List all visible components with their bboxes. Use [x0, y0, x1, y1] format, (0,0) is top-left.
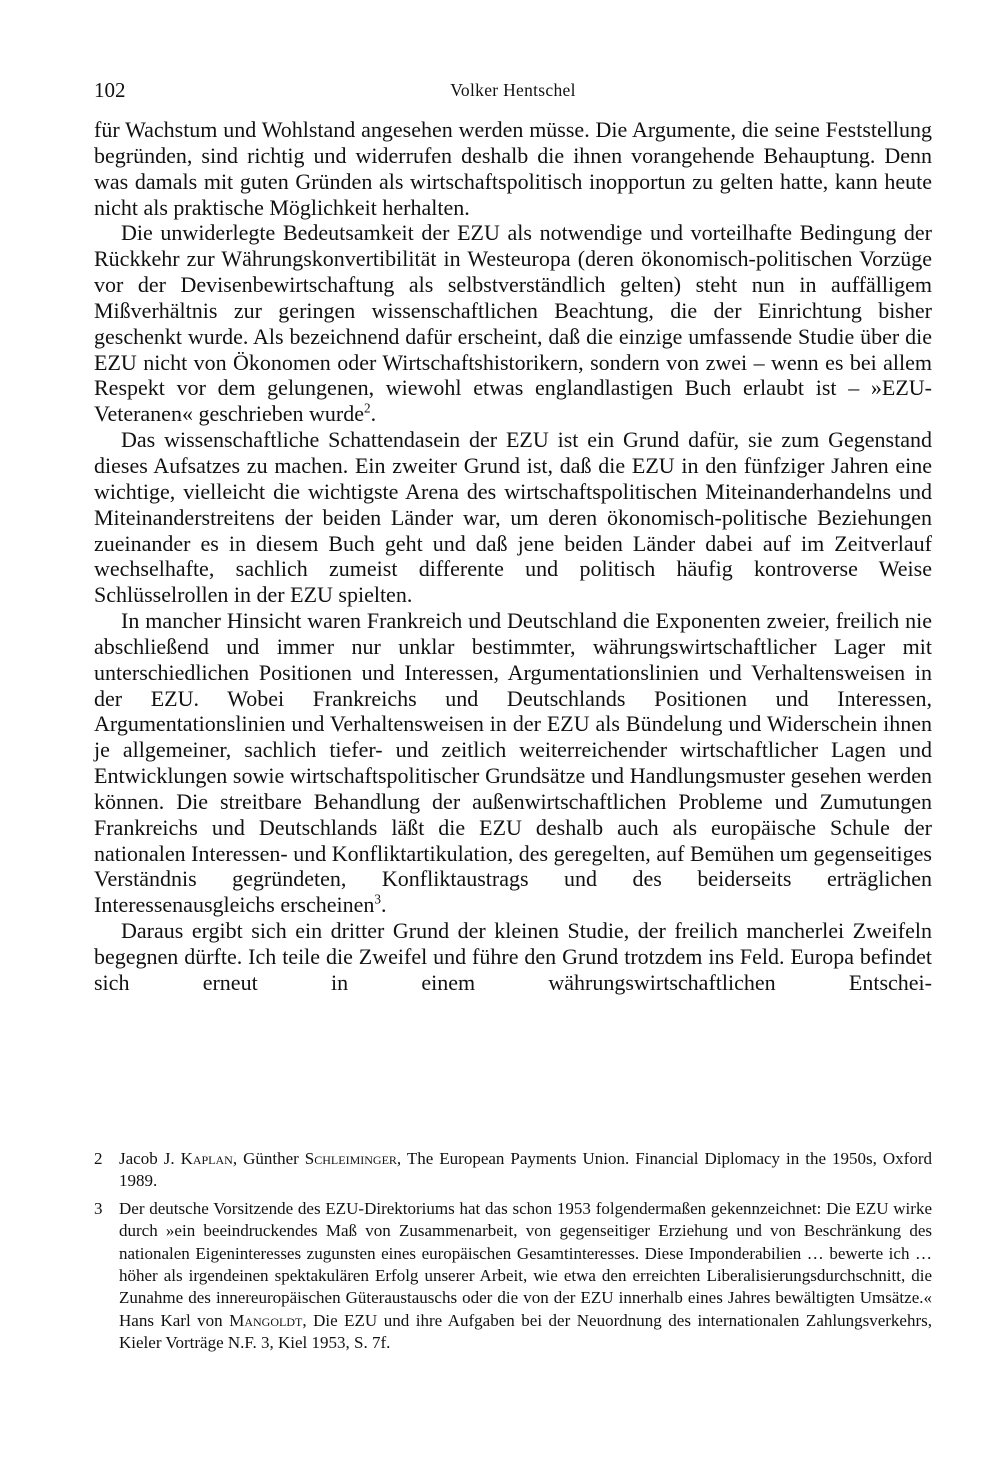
footnote-number: 2 [94, 1149, 103, 1168]
paragraph [94, 117, 932, 220]
footnote [94, 1198, 932, 1355]
page-number: 102 [94, 78, 126, 102]
paragraph [94, 918, 932, 996]
body-text [94, 117, 932, 996]
running-head-author: Volker Hentschel [450, 80, 576, 100]
footnote-text: Der deutsche Vorsitzende des EZU-Direktoriums hat das schon 1953 folgendermaßen gekennzeichnet: Die EZU wirke durch »ein beeindruckendes Maß von Zusammenarbeit, von gegenseitiger Erziehung und von Beschränkung des nationalen Eigeninteresses zugunsten eines europäischen Gesamtinteresses. Diese Imponderabilien … bewerte ich … höher als irgendeinen spektakulären Erfolg unserer Arbeit, wie etwa den erreichten Liberalisierungsdurchschnitt, die Zunahme des innereuropäischen Güteraustauschs oder die von der EZU innerhalb eines Jahres bewältigten Umsätze.« Hans Karl von [119, 1198, 932, 1330]
paragraph [94, 608, 932, 918]
footnote-text: , The European Payments Union. Financial Diplomacy in the 1950s, Oxford 1989. [119, 1149, 932, 1191]
footnote-text: , Die EZU und ihre Aufgaben bei der Neuordnung des internationalen Zahlungsverkehrs, Kieler Vorträge N.F. 3, Kiel 1953, S. 7f. [119, 1310, 932, 1353]
footnotes [94, 1148, 932, 1360]
paragraph-text: In mancher Hinsicht waren Frankreich und Deutschland die Exponenten zweier, freilich nie abschließend und immer nur unklar bestimmter, währungswirtschaftlicher Lager mit unterschiedlichen Positionen und Interessen, Argumentationslinien und Verhaltensweisen in der EZU. Wobei Frankreichs und Deutschlands Positionen und Interessen, Argumentationslinien und Verhaltensweisen in der EZU als Bündelung und Widerschein ihnen je allgemeiner, sachlich tiefer- und zeitlich weiterreichender wirtschaftlicher Lagen und Entwicklungen sowie wirtschaftspolitischer Grundsätze und Handlungsmuster gesehen werden können. Die streitbare Behandlung der außenwirtschaftlichen Probleme und Zumutungen Frankreichs und Deutschlands läßt die EZU deshalb auch als europäische Schule der nationalen Interessen- und Konfliktartikulation, des geregelten, auf Bemühen um gegenseitiges Verständnis gegründeten, Konfliktaustrags und des beiderseits erträglichen Interessenausgleichs erscheinen [94, 608, 932, 918]
author-surname: Schleiminger [304, 1149, 397, 1168]
footnote-number: 3 [94, 1198, 103, 1218]
paragraph-text: Das wissenschaftliche Schattendasein der EZU ist ein Grund dafür, sie zum Gegenstand dieses Aufsatzes zu machen. Ein zweiter Grund ist, daß die EZU in den fünfziger Jahren eine wichtige, vielleicht die wichtigste Arena des wirtschaftspolitischen Miteinanderhandelns und Miteinanderstreitens der beiden Länder war, um deren ökonomisch-politische Beziehungen zueinander es in diesem Buch geht und daß jene beiden Länder dabei auf im Zeitverlauf wechselhafte, sachlich zumeist differente und politisch häufig kontroverse Weise Schlüsselrollen in der EZU spielten. [94, 427, 932, 608]
footnote-text: , Günther [232, 1149, 305, 1168]
paragraph-text: Daraus ergibt sich ein dritter Grund der kleinen Studie, der freilich mancherlei Zweifeln begegnen dürfte. Ich teile die Zweifel und führe den Grund trotzdem ins Feld. Europa befindet sich erneut in einem währungswirtschaftlichen Entschei- [94, 918, 932, 995]
footnote-ref[interactable]: 2 [363, 400, 371, 416]
paragraph [94, 427, 932, 608]
footnote-text: Jacob J. [119, 1149, 181, 1168]
paragraph [94, 220, 932, 427]
author-surname: Mangoldt [229, 1310, 303, 1330]
paragraph-text-end: . [380, 892, 387, 918]
footnote [94, 1148, 932, 1193]
paragraph-text-end: . [370, 401, 377, 427]
paragraph-text: für Wachstum und Wohlstand angesehen werden müsse. Die Argumente, die seine Feststellung begründen, sind richtig und widerrufen deshalb die ihnen vorangehende Behauptung. Denn was damals mit guten Gründen als wirtschaftspolitisch inopportun zu gelten hatte, kann heute nicht als praktische Möglichkeit herhalten. [94, 117, 932, 220]
footnote-ref[interactable]: 3 [374, 891, 381, 907]
author-surname: Kaplan [180, 1149, 233, 1168]
page-header [94, 78, 932, 108]
paragraph-text: Die unwiderlegte Bedeutsamkeit der EZU als notwendige und vorteilhafte Bedingung der Rückkehr zur Währungskonvertibilität in Westeuropa (deren ökonomisch-politischen Vorzüge vor der Devisenbewirtschaftung als selbstverständlich gelten) steht nun in auffälligem Mißverhältnis zur geringen wissenschaftlichen Beachtung, die der Einrichtung bisher geschenkt wurde. Als bezeichnend dafür erscheint, daß die einzige umfassende Studie über die EZU nicht von Ökonomen oder Wirtschaftshistorikern, sondern von zwei – wenn es bei allem Respekt vor dem gelungenen, wiewohl etwas englandlastigen Buch erlaubt ist – »EZU-Veteranen« geschrieben wurde [94, 220, 932, 427]
